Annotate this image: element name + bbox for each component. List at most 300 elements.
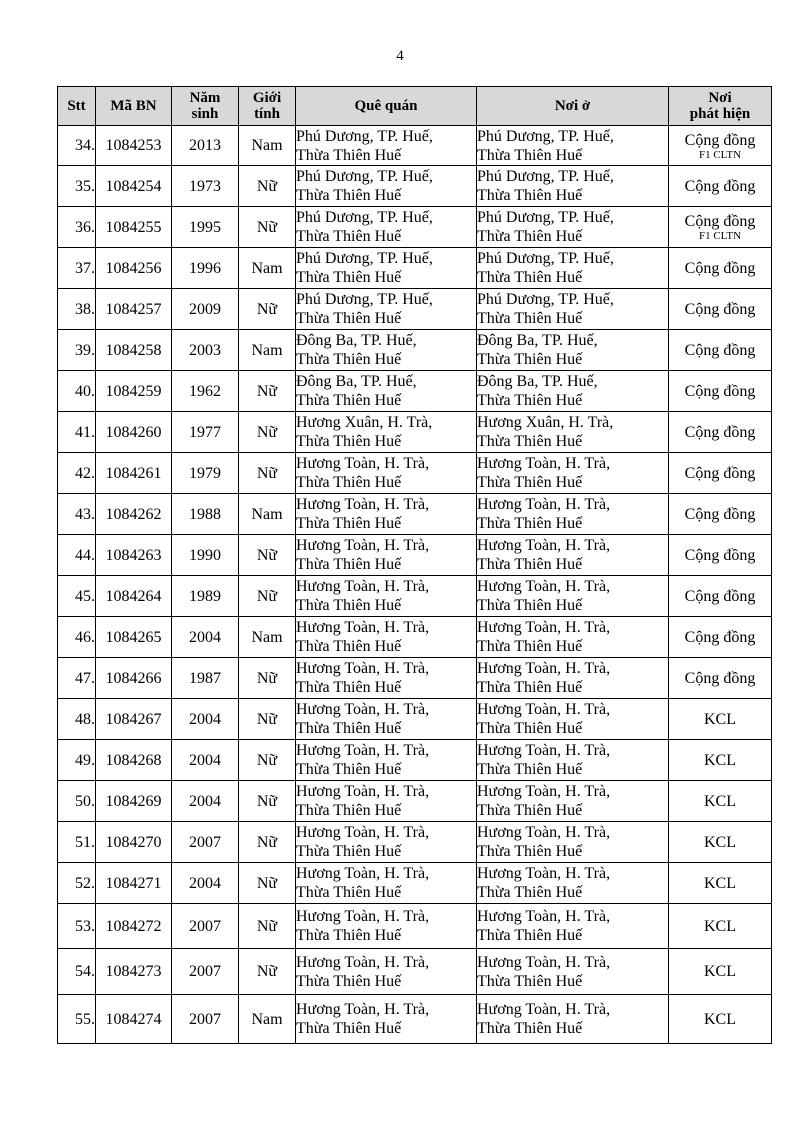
que-quan-line1: Hương Toàn, H. Trà, (296, 496, 430, 513)
noi-o-line1: Phú Dương, TP. Huế, (477, 127, 614, 145)
cell-nam-sinh: 2009 (172, 289, 239, 330)
que-quan-line1: Hương Toàn, H. Trà, (296, 1001, 430, 1018)
cell-stt: 40. (58, 371, 96, 412)
noi-o-line1: Hương Toàn, H. Trà, (477, 824, 611, 841)
noi-o-line1: Phú Dương, TP. Huế, (477, 209, 614, 226)
noi-o-line1: Hương Toàn, H. Trà, (477, 783, 611, 800)
table-row (58, 535, 772, 576)
cell-ma-bn: 1084267 (96, 699, 172, 740)
header-noi-phat-hien (669, 87, 772, 126)
que-quan-line1: Hương Toàn, H. Trà, (296, 701, 430, 718)
noi-phat-hien-text: Cộng đồng (684, 341, 756, 359)
header-gioi-tinh-line1: Giới (252, 90, 282, 106)
cell-ma-bn: 1084268 (96, 740, 172, 781)
cell-noi-phat-hien (669, 904, 772, 949)
noi-o-line2: Thừa Thiên Huế (477, 927, 583, 944)
cell-que-quan (296, 904, 477, 949)
que-quan-line2: Thừa Thiên Huế (296, 843, 402, 860)
que-quan-line1: Hương Toàn, H. Trà, (296, 619, 430, 636)
que-quan-line1: Phú Dương, TP. Huế, (296, 291, 433, 308)
cell-gioi-tinh: Nữ (239, 781, 296, 822)
noi-phat-hien-text: Cộng đồng (684, 300, 756, 318)
cell-nam-sinh: 2007 (172, 995, 239, 1044)
cell-noi-phat-hien (669, 494, 772, 535)
cell-noi-o (477, 658, 669, 699)
cell-gioi-tinh: Nữ (239, 740, 296, 781)
cell-noi-phat-hien (669, 617, 772, 658)
que-quan-line2: Thừa Thiên Huế (296, 146, 402, 164)
que-quan-line1: Phú Dương, TP. Huế, (296, 127, 433, 145)
header-que-quan: Quê quán (296, 87, 477, 126)
cell-noi-phat-hien (669, 207, 772, 248)
que-quan-line1: Phú Dương, TP. Huế, (296, 209, 433, 226)
cell-stt: 35. (58, 166, 96, 207)
cell-noi-o (477, 412, 669, 453)
cell-ma-bn: 1084255 (96, 207, 172, 248)
header-noi-phat-hien-line1: Nơi (708, 90, 732, 106)
noi-phat-hien-text: Cộng đồng (684, 669, 756, 687)
noi-o-line1: Hương Toàn, H. Trà, (477, 701, 611, 718)
noi-o-line1: Phú Dương, TP. Huế, (477, 168, 614, 185)
cell-nam-sinh: 2003 (172, 330, 239, 371)
cell-ma-bn: 1084257 (96, 289, 172, 330)
cell-gioi-tinh: Nữ (239, 822, 296, 863)
cell-noi-phat-hien (669, 949, 772, 995)
cell-gioi-tinh: Nữ (239, 289, 296, 330)
que-quan-line2: Thừa Thiên Huế (296, 556, 402, 573)
cell-gioi-tinh: Nữ (239, 207, 296, 248)
que-quan-line1: Hương Toàn, H. Trà, (296, 455, 430, 472)
cell-stt: 41. (58, 412, 96, 453)
noi-o-line2: Thừa Thiên Huế (477, 802, 583, 819)
table-row (58, 740, 772, 781)
cell-nam-sinh: 2007 (172, 949, 239, 995)
cell-noi-phat-hien (669, 658, 772, 699)
f1-note: F1 CLTN (698, 230, 742, 242)
que-quan-line2: Thừa Thiên Huế (296, 802, 402, 819)
noi-o-line1: Hương Toàn, H. Trà, (477, 455, 611, 472)
noi-phat-hien-text: Cộng đồng (684, 546, 756, 564)
que-quan-line2: Thừa Thiên Huế (296, 927, 402, 944)
cell-stt: 48. (58, 699, 96, 740)
noi-phat-hien-text: KCL (704, 874, 736, 892)
cell-noi-phat-hien (669, 822, 772, 863)
que-quan-line2: Thừa Thiên Huế (296, 228, 402, 245)
que-quan-line1: Hương Toàn, H. Trà, (296, 537, 430, 554)
cell-noi-phat-hien (669, 371, 772, 412)
table-row (58, 126, 772, 166)
noi-o-line1: Hương Toàn, H. Trà, (477, 660, 611, 677)
que-quan-line2: Thừa Thiên Huế (296, 884, 402, 901)
que-quan-line1: Hương Toàn, H. Trà, (296, 824, 430, 841)
cell-noi-phat-hien (669, 126, 772, 166)
cell-nam-sinh: 1987 (172, 658, 239, 699)
noi-o-line2: Thừa Thiên Huế (477, 597, 583, 614)
f1-note: F1 CLTN (698, 148, 742, 161)
table-row (58, 453, 772, 494)
noi-o-line2: Thừa Thiên Huế (477, 638, 583, 655)
header-ma-bn: Mã BN (96, 87, 172, 126)
cell-noi-phat-hien (669, 699, 772, 740)
noi-o-line2: Thừa Thiên Huế (477, 310, 583, 327)
cell-gioi-tinh: Nữ (239, 371, 296, 412)
table-row (58, 576, 772, 617)
noi-phat-hien-text: KCL (704, 1010, 736, 1028)
que-quan-line2: Thừa Thiên Huế (296, 1020, 402, 1037)
cell-noi-o (477, 904, 669, 949)
cell-ma-bn: 1084265 (96, 617, 172, 658)
header-nam-sinh-line1: Năm (189, 90, 221, 106)
table-row (58, 248, 772, 289)
noi-phat-hien-text: Cộng đồng (684, 628, 756, 646)
noi-o-line1: Hương Toàn, H. Trà, (477, 742, 611, 759)
cell-nam-sinh: 1988 (172, 494, 239, 535)
cell-noi-o (477, 863, 669, 904)
table-row (58, 699, 772, 740)
cell-ma-bn: 1084271 (96, 863, 172, 904)
cell-que-quan (296, 166, 477, 207)
que-quan-line2: Thừa Thiên Huế (296, 597, 402, 614)
cell-noi-phat-hien (669, 781, 772, 822)
que-quan-line1: Hương Toàn, H. Trà, (296, 742, 430, 759)
header-stt: Stt (58, 87, 96, 126)
cell-nam-sinh: 1979 (172, 453, 239, 494)
cell-nam-sinh: 1973 (172, 166, 239, 207)
cell-gioi-tinh: Nữ (239, 576, 296, 617)
cell-que-quan (296, 126, 477, 166)
table-row (58, 330, 772, 371)
cell-noi-o (477, 781, 669, 822)
cell-noi-o (477, 371, 669, 412)
cell-nam-sinh: 2007 (172, 904, 239, 949)
cell-gioi-tinh: Nữ (239, 412, 296, 453)
cell-gioi-tinh: Nữ (239, 863, 296, 904)
cell-stt: 43. (58, 494, 96, 535)
cell-ma-bn: 1084256 (96, 248, 172, 289)
cell-noi-phat-hien (669, 863, 772, 904)
cell-que-quan (296, 995, 477, 1044)
cell-noi-o (477, 453, 669, 494)
cell-nam-sinh: 1989 (172, 576, 239, 617)
que-quan-line1: Hương Toàn, H. Trà, (296, 660, 430, 677)
cell-gioi-tinh: Nữ (239, 658, 296, 699)
cell-nam-sinh: 2004 (172, 617, 239, 658)
noi-phat-hien-text: Cộng đồng (684, 505, 756, 523)
noi-o-line2: Thừa Thiên Huế (477, 884, 583, 901)
noi-phat-hien-text: Cộng đồng (684, 177, 756, 195)
table-body (58, 126, 772, 1044)
noi-o-line1: Hương Xuân, H. Trà, (477, 414, 614, 431)
que-quan-line2: Thừa Thiên Huế (296, 433, 402, 450)
noi-o-line2: Thừa Thiên Huế (477, 720, 583, 737)
cell-stt: 44. (58, 535, 96, 576)
noi-o-line2: Thừa Thiên Huế (477, 679, 583, 696)
table-row (58, 949, 772, 995)
cell-gioi-tinh: Nữ (239, 699, 296, 740)
header-gioi-tinh-line2: tính (254, 106, 280, 122)
cell-que-quan (296, 371, 477, 412)
cell-stt: 47. (58, 658, 96, 699)
cell-ma-bn: 1084254 (96, 166, 172, 207)
noi-phat-hien-text: KCL (704, 917, 736, 935)
cell-gioi-tinh: Nữ (239, 904, 296, 949)
cell-stt: 34. (58, 126, 96, 166)
table-row (58, 412, 772, 453)
cell-nam-sinh: 2013 (172, 126, 239, 166)
table-header-row (58, 87, 772, 126)
que-quan-line1: Phú Dương, TP. Huế, (296, 250, 433, 267)
noi-o-line2: Thừa Thiên Huế (477, 1020, 583, 1037)
cases-table (57, 86, 772, 1044)
noi-o-line1: Hương Toàn, H. Trà, (477, 578, 611, 595)
noi-o-line1: Đông Ba, TP. Huế, (477, 332, 598, 349)
cell-ma-bn: 1084259 (96, 371, 172, 412)
cell-que-quan (296, 863, 477, 904)
que-quan-line2: Thừa Thiên Huế (296, 761, 402, 778)
cell-que-quan (296, 740, 477, 781)
cell-gioi-tinh: Nữ (239, 949, 296, 995)
cell-noi-o (477, 740, 669, 781)
noi-o-line1: Hương Toàn, H. Trà, (477, 865, 611, 882)
cell-gioi-tinh: Nam (239, 494, 296, 535)
noi-phat-hien-text: KCL (704, 751, 736, 769)
cell-nam-sinh: 2007 (172, 822, 239, 863)
cell-nam-sinh: 1977 (172, 412, 239, 453)
que-quan-line2: Thừa Thiên Huế (296, 392, 402, 409)
cell-nam-sinh: 2004 (172, 699, 239, 740)
noi-phat-hien-text: Cộng đồng (684, 464, 756, 482)
cell-que-quan (296, 576, 477, 617)
cell-nam-sinh: 1962 (172, 371, 239, 412)
cell-noi-o (477, 207, 669, 248)
cell-ma-bn: 1084261 (96, 453, 172, 494)
noi-o-line2: Thừa Thiên Huế (477, 146, 583, 164)
cell-stt: 38. (58, 289, 96, 330)
noi-o-line1: Phú Dương, TP. Huế, (477, 250, 614, 267)
cell-que-quan (296, 453, 477, 494)
cell-ma-bn: 1084258 (96, 330, 172, 371)
que-quan-line2: Thừa Thiên Huế (296, 679, 402, 696)
cell-nam-sinh: 1996 (172, 248, 239, 289)
noi-o-line2: Thừa Thiên Huế (477, 972, 583, 990)
table-row (58, 863, 772, 904)
noi-o-line1: Hương Toàn, H. Trà, (477, 496, 611, 513)
cell-que-quan (296, 658, 477, 699)
cell-stt: 50. (58, 781, 96, 822)
cell-stt: 51. (58, 822, 96, 863)
cell-que-quan (296, 494, 477, 535)
cell-gioi-tinh: Nam (239, 995, 296, 1044)
noi-o-line2: Thừa Thiên Huế (477, 351, 583, 368)
cell-ma-bn: 1084266 (96, 658, 172, 699)
noi-phat-hien-text: Cộng đồng (684, 382, 756, 400)
cell-noi-phat-hien (669, 453, 772, 494)
cell-stt: 39. (58, 330, 96, 371)
cell-stt: 36. (58, 207, 96, 248)
header-nam-sinh (172, 87, 239, 126)
cell-noi-o (477, 617, 669, 658)
table-row (58, 658, 772, 699)
cell-noi-o (477, 576, 669, 617)
noi-o-line1: Hương Toàn, H. Trà, (477, 1001, 611, 1018)
cell-que-quan (296, 617, 477, 658)
table-row (58, 995, 772, 1044)
noi-o-line1: Hương Toàn, H. Trà, (477, 537, 611, 554)
que-quan-line1: Hương Xuân, H. Trà, (296, 414, 433, 431)
cell-nam-sinh: 2004 (172, 781, 239, 822)
table-row (58, 494, 772, 535)
cell-stt: 55. (58, 995, 96, 1044)
noi-o-line2: Thừa Thiên Huế (477, 269, 583, 286)
cell-ma-bn: 1084272 (96, 904, 172, 949)
noi-o-line2: Thừa Thiên Huế (477, 392, 583, 409)
cell-stt: 37. (58, 248, 96, 289)
table-row (58, 781, 772, 822)
cell-que-quan (296, 248, 477, 289)
cell-gioi-tinh: Nam (239, 330, 296, 371)
cell-nam-sinh: 1995 (172, 207, 239, 248)
cell-noi-o (477, 822, 669, 863)
cell-noi-phat-hien (669, 576, 772, 617)
cell-nam-sinh: 2004 (172, 863, 239, 904)
que-quan-line1: Hương Toàn, H. Trà, (296, 953, 430, 971)
header-noi-o: Nơi ở (477, 87, 669, 126)
que-quan-line2: Thừa Thiên Huế (296, 187, 402, 204)
noi-o-line2: Thừa Thiên Huế (477, 433, 583, 450)
cell-stt: 52. (58, 863, 96, 904)
que-quan-line1: Hương Toàn, H. Trà, (296, 865, 430, 882)
cell-noi-o (477, 494, 669, 535)
que-quan-line2: Thừa Thiên Huế (296, 474, 402, 491)
cell-noi-phat-hien (669, 412, 772, 453)
cell-que-quan (296, 699, 477, 740)
noi-o-line2: Thừa Thiên Huế (477, 556, 583, 573)
noi-phat-hien-text: KCL (704, 792, 736, 810)
noi-phat-hien-text: Cộng đồng (684, 423, 756, 441)
que-quan-line2: Thừa Thiên Huế (296, 310, 402, 327)
cell-gioi-tinh: Nữ (239, 453, 296, 494)
noi-o-line2: Thừa Thiên Huế (477, 515, 583, 532)
que-quan-line2: Thừa Thiên Huế (296, 515, 402, 532)
cell-noi-o (477, 126, 669, 166)
cell-ma-bn: 1084264 (96, 576, 172, 617)
cell-ma-bn: 1084262 (96, 494, 172, 535)
que-quan-line2: Thừa Thiên Huế (296, 638, 402, 655)
cell-stt: 42. (58, 453, 96, 494)
cell-que-quan (296, 412, 477, 453)
cell-noi-o (477, 699, 669, 740)
noi-phat-hien-text: Cộng đồng (684, 213, 756, 230)
noi-o-line2: Thừa Thiên Huế (477, 843, 583, 860)
que-quan-line2: Thừa Thiên Huế (296, 972, 402, 990)
noi-o-line2: Thừa Thiên Huế (477, 228, 583, 245)
cell-noi-phat-hien (669, 248, 772, 289)
cell-noi-phat-hien (669, 995, 772, 1044)
cell-nam-sinh: 2004 (172, 740, 239, 781)
cell-noi-phat-hien (669, 740, 772, 781)
cell-stt: 46. (58, 617, 96, 658)
table-row (58, 904, 772, 949)
noi-o-line2: Thừa Thiên Huế (477, 187, 583, 204)
cell-stt: 54. (58, 949, 96, 995)
table-row (58, 371, 772, 412)
cell-noi-phat-hien (669, 166, 772, 207)
que-quan-line2: Thừa Thiên Huế (296, 720, 402, 737)
cell-noi-phat-hien (669, 535, 772, 576)
noi-o-line1: Đông Ba, TP. Huế, (477, 373, 598, 390)
que-quan-line2: Thừa Thiên Huế (296, 269, 402, 286)
cell-gioi-tinh: Nam (239, 126, 296, 166)
que-quan-line2: Thừa Thiên Huế (296, 351, 402, 368)
cell-noi-o (477, 330, 669, 371)
que-quan-line1: Hương Toàn, H. Trà, (296, 783, 430, 800)
table-row (58, 822, 772, 863)
cell-noi-o (477, 535, 669, 576)
noi-o-line1: Hương Toàn, H. Trà, (477, 908, 611, 925)
cell-stt: 45. (58, 576, 96, 617)
noi-phat-hien-text: Cộng đồng (684, 259, 756, 277)
page-number: 4 (396, 48, 404, 64)
noi-phat-hien-text: Cộng đồng (684, 587, 756, 605)
cell-gioi-tinh: Nam (239, 617, 296, 658)
cell-ma-bn: 1084269 (96, 781, 172, 822)
header-gioi-tinh (239, 87, 296, 126)
cell-noi-o (477, 248, 669, 289)
cell-noi-o (477, 995, 669, 1044)
que-quan-line1: Đông Ba, TP. Huế, (296, 373, 417, 390)
cell-que-quan (296, 949, 477, 995)
cell-que-quan (296, 289, 477, 330)
cell-noi-o (477, 949, 669, 995)
cell-noi-phat-hien (669, 330, 772, 371)
cell-que-quan (296, 207, 477, 248)
cell-nam-sinh: 1990 (172, 535, 239, 576)
cell-gioi-tinh: Nữ (239, 535, 296, 576)
cell-ma-bn: 1084274 (96, 995, 172, 1044)
table-row (58, 289, 772, 330)
cell-stt: 53. (58, 904, 96, 949)
header-nam-sinh-line2: sinh (191, 106, 219, 122)
cell-ma-bn: 1084260 (96, 412, 172, 453)
noi-o-line2: Thừa Thiên Huế (477, 474, 583, 491)
cell-ma-bn: 1084273 (96, 949, 172, 995)
cell-gioi-tinh: Nữ (239, 166, 296, 207)
cell-ma-bn: 1084253 (96, 126, 172, 166)
cell-noi-o (477, 289, 669, 330)
que-quan-line1: Đông Ba, TP. Huế, (296, 332, 417, 349)
que-quan-line1: Phú Dương, TP. Huế, (296, 168, 433, 185)
cell-que-quan (296, 781, 477, 822)
header-noi-phat-hien-line2: phát hiện (689, 106, 751, 122)
table-row (58, 207, 772, 248)
cell-stt: 49. (58, 740, 96, 781)
noi-phat-hien-text: KCL (704, 710, 736, 728)
noi-o-line2: Thừa Thiên Huế (477, 761, 583, 778)
noi-phat-hien-text: Cộng đồng (684, 131, 756, 149)
noi-o-line1: Hương Toàn, H. Trà, (477, 953, 611, 971)
que-quan-line1: Hương Toàn, H. Trà, (296, 908, 430, 925)
cell-noi-phat-hien (669, 289, 772, 330)
noi-phat-hien-text: KCL (704, 833, 736, 851)
cell-que-quan (296, 330, 477, 371)
noi-o-line1: Phú Dương, TP. Huế, (477, 291, 614, 308)
cell-gioi-tinh: Nam (239, 248, 296, 289)
cell-que-quan (296, 535, 477, 576)
cell-ma-bn: 1084270 (96, 822, 172, 863)
cell-noi-o (477, 166, 669, 207)
que-quan-line1: Hương Toàn, H. Trà, (296, 578, 430, 595)
noi-phat-hien-text: KCL (704, 963, 736, 980)
